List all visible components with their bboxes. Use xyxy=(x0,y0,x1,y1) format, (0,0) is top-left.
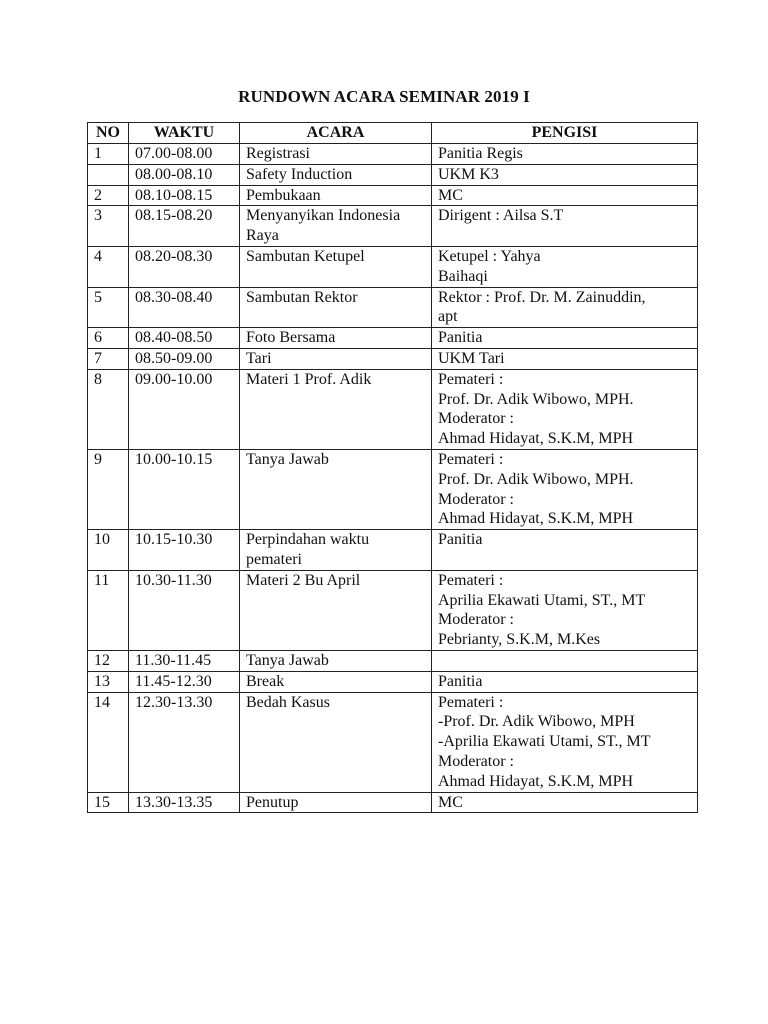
pengisi-line: Panitia xyxy=(438,329,483,347)
cell-no: 14 xyxy=(88,692,129,792)
cell-no xyxy=(88,164,129,185)
cell-no: 11 xyxy=(88,570,129,650)
acara-line: Registrasi xyxy=(246,145,310,162)
header-no: NO xyxy=(88,123,129,144)
acara-line: Tanya Jawab xyxy=(246,450,329,468)
cell-pengisi xyxy=(432,369,698,449)
pengisi-line: Ahmad Hidayat, S.K.M, MPH xyxy=(438,510,634,528)
pengisi-line: Moderator : xyxy=(438,752,514,770)
cell-acara xyxy=(240,650,432,671)
cell-pengisi xyxy=(432,348,698,369)
acara-line: Pembukaan xyxy=(246,186,321,204)
cell-waktu: 08.30-08.40 xyxy=(129,287,240,328)
table-row xyxy=(88,164,698,185)
acara-line: Break xyxy=(246,672,285,690)
pengisi-line: Ahmad Hidayat, S.K.M, MPH xyxy=(438,772,634,790)
header-acara: ACARA xyxy=(240,123,432,144)
table-row xyxy=(88,570,698,650)
table-row xyxy=(88,692,698,792)
table-row xyxy=(88,144,698,165)
cell-pengisi xyxy=(432,144,698,165)
cell-waktu: 13.30-13.35 xyxy=(129,792,240,813)
pengisi-line: Pemateri : xyxy=(438,450,504,468)
pengisi-line: Moderator : xyxy=(438,490,514,508)
pengisi-line: Prof. Dr. Adik Wibowo, MPH. xyxy=(438,470,634,488)
cell-acara xyxy=(240,144,432,165)
cell-no: 9 xyxy=(88,449,129,529)
cell-acara xyxy=(240,671,432,692)
cell-pengisi xyxy=(432,206,698,247)
pengisi-line: Aprilia Ekawati Utami, ST., MT xyxy=(438,591,646,609)
cell-no: 10 xyxy=(88,530,129,571)
table-row xyxy=(88,449,698,529)
cell-waktu: 08.15-08.20 xyxy=(129,206,240,247)
cell-no: 7 xyxy=(88,348,129,369)
pengisi-line: Dirigent : Ailsa S.T xyxy=(438,207,564,225)
cell-no: 3 xyxy=(88,206,129,247)
cell-acara xyxy=(240,530,432,571)
header-pengisi: PENGISI xyxy=(432,123,698,144)
cell-waktu: 08.10-08.15 xyxy=(129,185,240,206)
cell-no: 13 xyxy=(88,671,129,692)
pengisi-line: Pemateri : xyxy=(438,571,504,589)
cell-acara xyxy=(240,369,432,449)
cell-waktu: 11.30-11.45 xyxy=(129,650,240,671)
pengisi-line: Panitia xyxy=(438,531,483,549)
cell-waktu: 08.00-08.10 xyxy=(129,164,240,185)
cell-pengisi xyxy=(432,164,698,185)
acara-line: Foto Bersama xyxy=(246,329,336,347)
pengisi-line: Ketupel : Yahya xyxy=(438,247,541,265)
cell-waktu: 08.20-08.30 xyxy=(129,246,240,287)
document-title: RUNDOWN ACARA SEMINAR 2019 I xyxy=(238,87,530,106)
pengisi-line: Pemateri : xyxy=(438,370,504,388)
cell-waktu: 11.45-12.30 xyxy=(129,671,240,692)
table-body xyxy=(88,144,698,813)
pengisi-line: Rektor : Prof. Dr. M. Zainuddin, xyxy=(438,288,646,306)
pengisi-line: Moderator : xyxy=(438,611,514,629)
cell-acara xyxy=(240,570,432,650)
cell-no: 15 xyxy=(88,792,129,813)
acara-line: Raya xyxy=(246,227,279,245)
cell-waktu: 09.00-10.00 xyxy=(129,369,240,449)
cell-no: 12 xyxy=(88,650,129,671)
acara-line: Sambutan Rektor xyxy=(246,288,358,306)
table-row xyxy=(88,246,698,287)
pengisi-line: Pebrianty, S.K.M, M.Kes xyxy=(438,631,601,649)
cell-acara xyxy=(240,328,432,349)
cell-acara xyxy=(240,692,432,792)
cell-waktu: 07.00-08.00 xyxy=(129,144,240,165)
table-row xyxy=(88,530,698,571)
cell-no: 1 xyxy=(88,144,129,165)
cell-waktu: 08.40-08.50 xyxy=(129,328,240,349)
acara-line: Sambutan Ketupel xyxy=(246,247,365,265)
table-row xyxy=(88,185,698,206)
cell-acara xyxy=(240,185,432,206)
pengisi-line: Pemateri : xyxy=(438,693,504,711)
cell-no: 4 xyxy=(88,246,129,287)
cell-pengisi xyxy=(432,692,698,792)
cell-pengisi xyxy=(432,328,698,349)
cell-acara xyxy=(240,792,432,813)
cell-acara xyxy=(240,206,432,247)
table-row xyxy=(88,671,698,692)
cell-no: 2 xyxy=(88,185,129,206)
table-row xyxy=(88,792,698,813)
cell-no: 6 xyxy=(88,328,129,349)
cell-waktu: 10.15-10.30 xyxy=(129,530,240,571)
cell-pengisi xyxy=(432,671,698,692)
cell-waktu: 10.30-11.30 xyxy=(129,570,240,650)
cell-acara xyxy=(240,246,432,287)
table-row xyxy=(88,369,698,449)
cell-waktu: 10.00-10.15 xyxy=(129,449,240,529)
cell-pengisi xyxy=(432,246,698,287)
pengisi-line: MC xyxy=(438,186,463,204)
cell-pengisi xyxy=(432,570,698,650)
pengisi-line: Panitia Regis xyxy=(438,145,523,162)
cell-pengisi xyxy=(432,449,698,529)
cell-acara xyxy=(240,287,432,328)
header-waktu: WAKTU xyxy=(129,123,240,144)
acara-line: pemateri xyxy=(246,550,302,568)
table-row xyxy=(88,287,698,328)
table-row xyxy=(88,650,698,671)
pengisi-line: apt xyxy=(438,308,458,326)
cell-no: 5 xyxy=(88,287,129,328)
cell-pengisi xyxy=(432,792,698,813)
acara-line: Menyanyikan Indonesia xyxy=(246,207,401,225)
cell-no: 8 xyxy=(88,369,129,449)
table-row xyxy=(88,348,698,369)
acara-line: Materi 1 Prof. Adik xyxy=(246,370,372,388)
cell-pengisi xyxy=(432,287,698,328)
acara-line: Tari xyxy=(246,349,272,367)
pengisi-line: Baihaqi xyxy=(438,267,488,285)
acara-line: Tanya Jawab xyxy=(246,651,329,669)
table-header-row xyxy=(88,123,698,144)
pengisi-line: -Aprilia Ekawati Utami, ST., MT xyxy=(438,733,651,751)
pengisi-line: UKM Tari xyxy=(438,349,505,367)
table-row xyxy=(88,206,698,247)
acara-line: Safety Induction xyxy=(246,165,353,183)
pengisi-line: Prof. Dr. Adik Wibowo, MPH. xyxy=(438,390,634,408)
pengisi-line: MC xyxy=(438,793,463,811)
acara-line: Perpindahan waktu xyxy=(246,531,370,549)
cell-pengisi xyxy=(432,185,698,206)
pengisi-line: Moderator : xyxy=(438,410,514,428)
pengisi-line: -Prof. Dr. Adik Wibowo, MPH xyxy=(438,713,635,731)
cell-waktu: 08.50-09.00 xyxy=(129,348,240,369)
cell-pengisi xyxy=(432,530,698,571)
cell-acara xyxy=(240,164,432,185)
acara-line: Bedah Kasus xyxy=(246,693,330,711)
table-row xyxy=(88,328,698,349)
rundown-table xyxy=(87,122,698,813)
cell-acara xyxy=(240,449,432,529)
pengisi-line: Ahmad Hidayat, S.K.M, MPH xyxy=(438,430,634,448)
cell-acara xyxy=(240,348,432,369)
pengisi-line: UKM K3 xyxy=(438,165,499,183)
acara-line: Penutup xyxy=(246,793,299,811)
cell-pengisi xyxy=(432,650,698,671)
acara-line: Materi 2 Bu April xyxy=(246,571,361,589)
pengisi-line: Panitia xyxy=(438,672,483,690)
cell-waktu: 12.30-13.30 xyxy=(129,692,240,792)
